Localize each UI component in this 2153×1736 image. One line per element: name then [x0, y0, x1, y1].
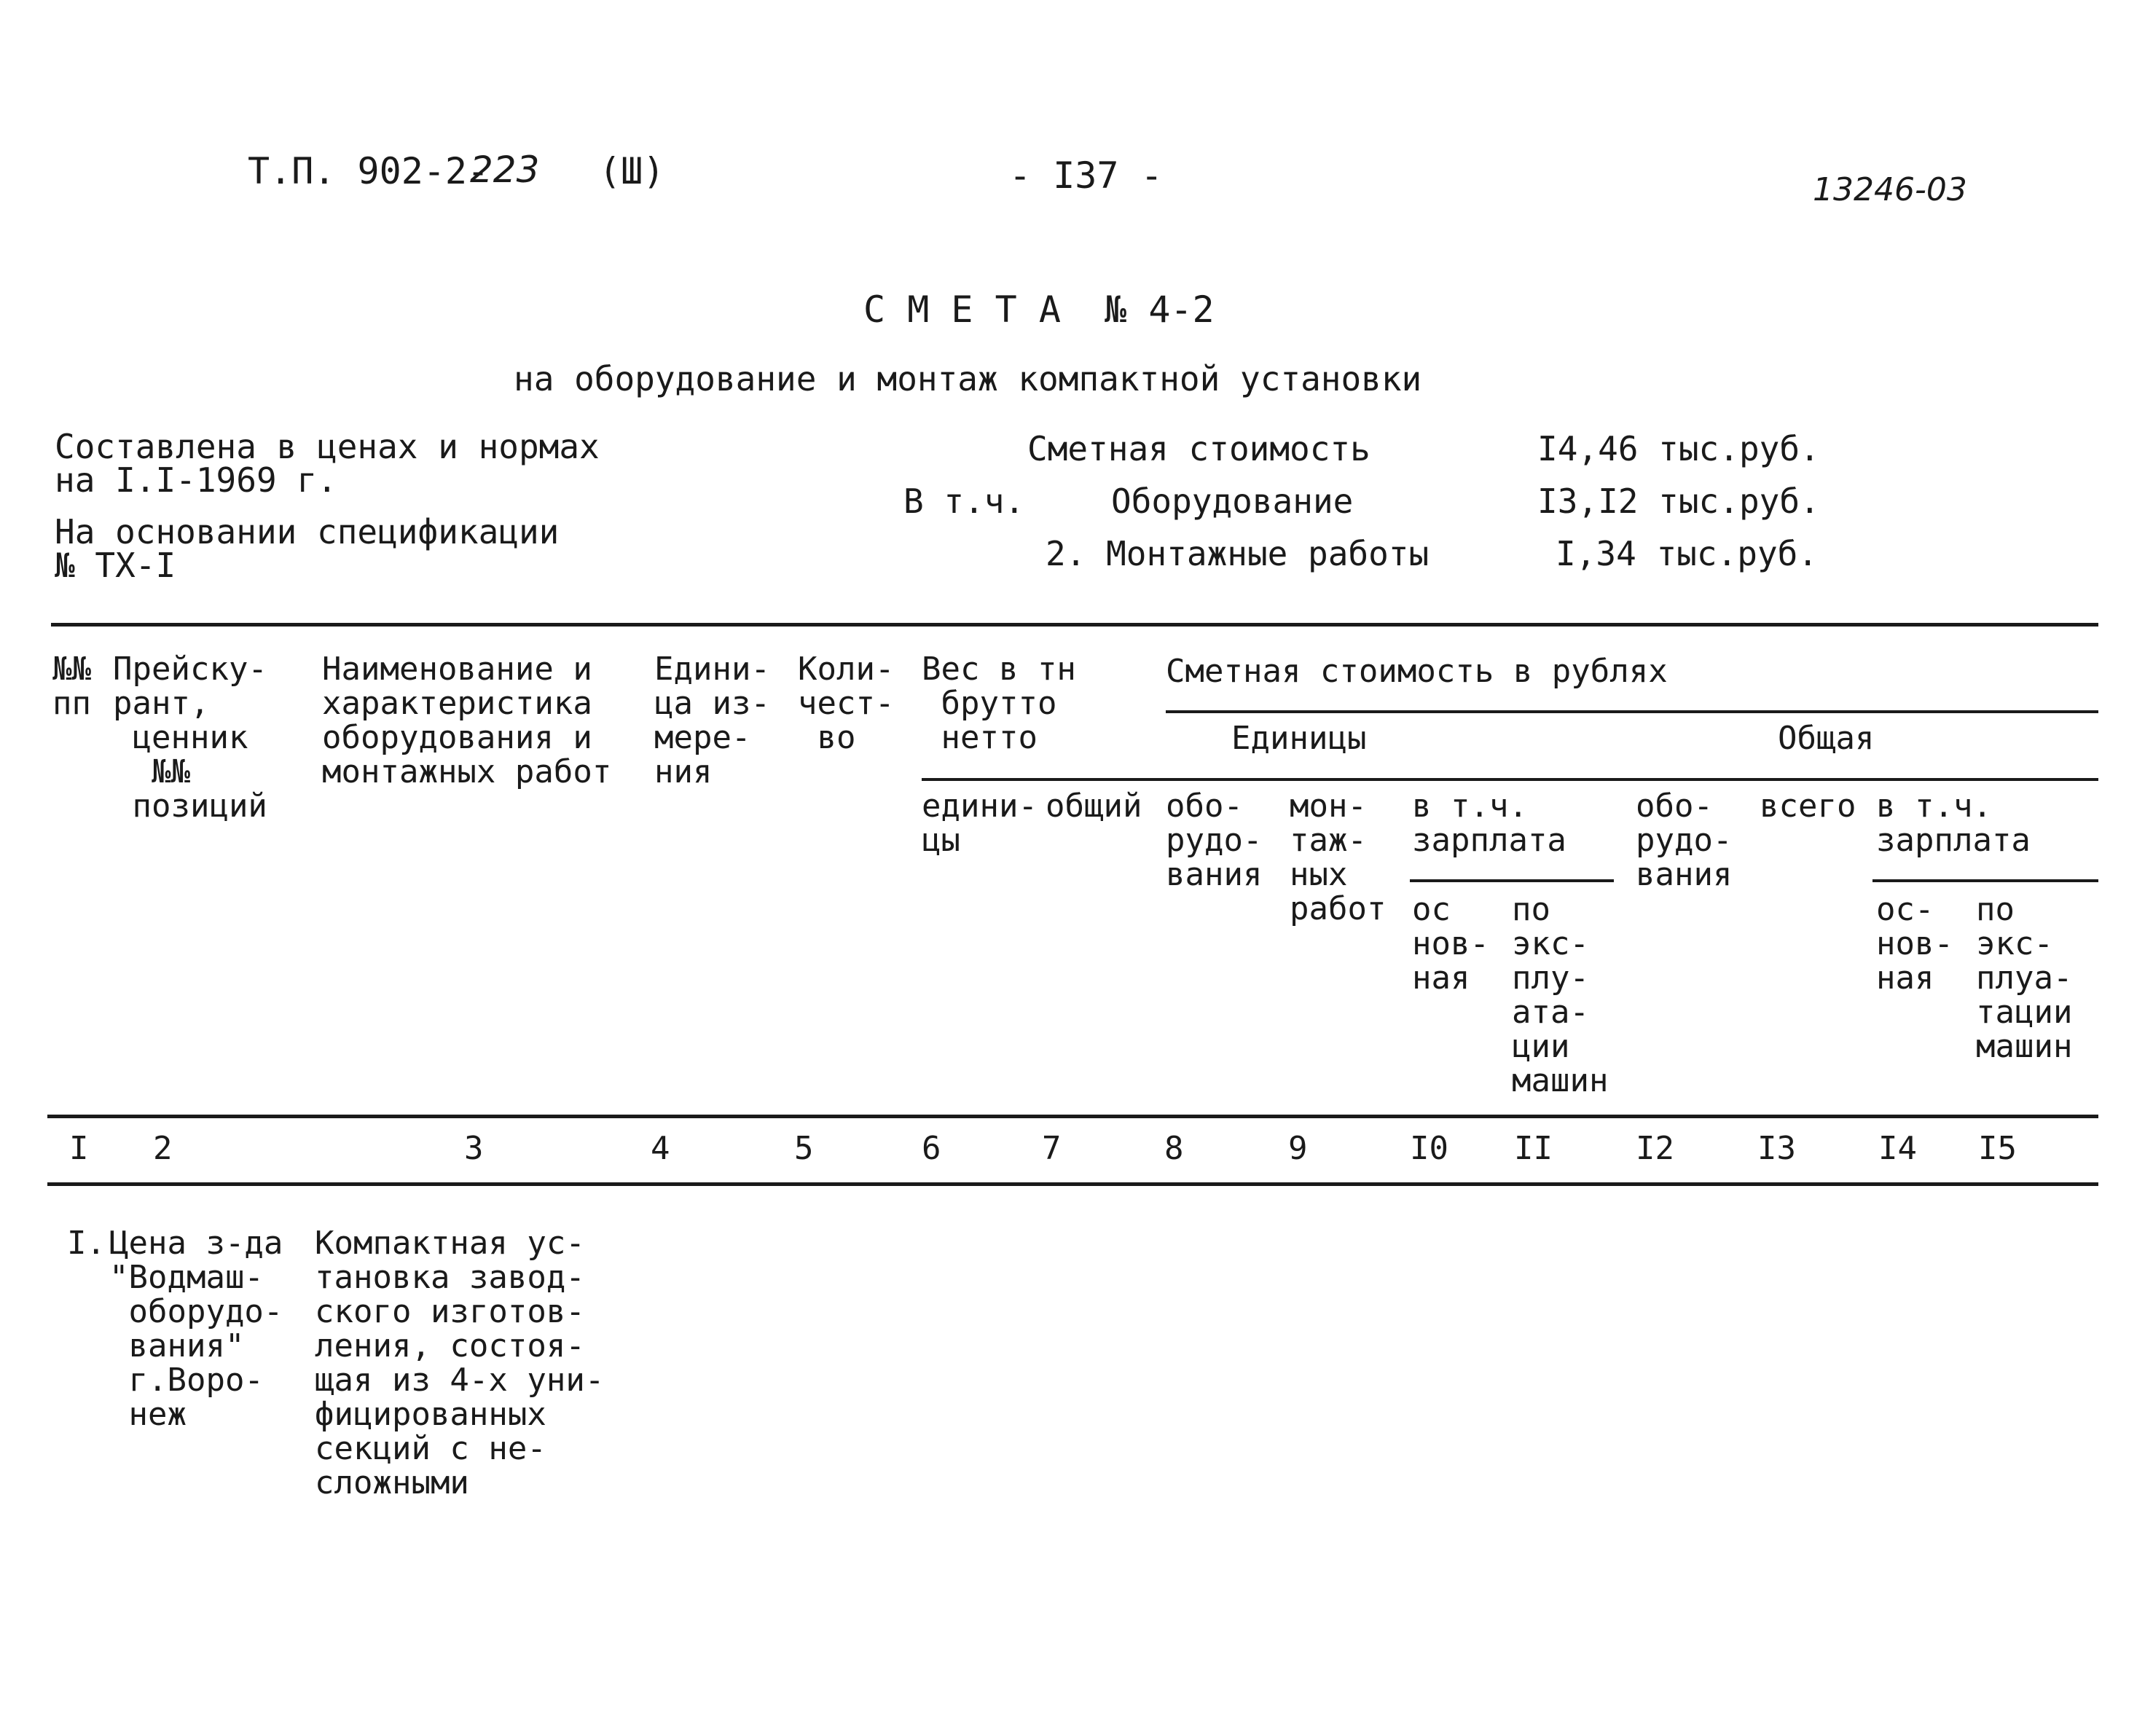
column-number: 7: [1042, 1130, 1062, 1167]
header-unit-of-measure: Едини- ца из- мере- ния: [654, 651, 770, 790]
unit-wage-rule: [1410, 879, 1614, 882]
header-total-all: всего: [1760, 788, 1856, 825]
subheader-rule: [922, 778, 2098, 781]
column-number: 4: [651, 1130, 670, 1167]
including-label: В т.ч.: [903, 482, 1025, 521]
header-description: Наименование и характеристика оборудования и монтажных работ: [322, 651, 612, 790]
header-unit-wage: в т.ч. зарплата: [1412, 788, 1566, 859]
header-unit-wage-main: ос нов- ная: [1412, 891, 1489, 997]
column-number: 2: [153, 1130, 173, 1167]
column-number: II: [1514, 1130, 1553, 1167]
header-weight: Вес в тн брутто нетто: [922, 651, 1076, 756]
column-number: 5: [794, 1130, 814, 1167]
column-number: I: [69, 1130, 89, 1167]
header-weight-unit: едини- цы: [922, 788, 1038, 859]
doc-prefix: Т.П. 902-2-: [248, 150, 490, 192]
column-number: I5: [1978, 1130, 2017, 1167]
document-title: С М Е Т А № 4-2: [863, 288, 1215, 331]
header-total-wage-main: ос- нов- ная: [1876, 891, 1953, 997]
row-number: I.: [67, 1225, 106, 1262]
header-total-wage: в т.ч. зарплата: [1876, 788, 2031, 859]
header-row-number: №№ пп: [52, 651, 91, 722]
row-pricelist: Цена з-да "Водмаш- оборудо- вания" г.Воро- неж: [109, 1225, 283, 1433]
header-total-wage-machines: по экс- плуа- тации машин: [1976, 891, 2073, 1065]
prices-basis: Составлена в ценах и нормах на I.I-1969 г.: [55, 427, 600, 500]
doc-suffix: (Ш): [599, 150, 665, 192]
installation-value: I,34 тыс.руб.: [1556, 534, 1819, 573]
table-top-rule: [51, 623, 2098, 627]
header-pricelist: Прейску- рант, ценник №№ позиций: [113, 651, 267, 825]
column-number: I4: [1878, 1130, 1917, 1167]
header-unit-equipment: обо- рудо- вания: [1166, 788, 1263, 893]
header-weight-total: общий: [1046, 788, 1142, 825]
column-number: 6: [922, 1130, 941, 1167]
header-unit-wage-machines: по экс- плу- ата- ции машин: [1512, 891, 1609, 1099]
equipment-value: I3,I2 тыс.руб.: [1537, 482, 1820, 521]
doc-number: 223: [470, 149, 540, 191]
column-number: I3: [1757, 1130, 1796, 1167]
page-number: - I37 -: [1009, 154, 1163, 197]
equipment-label: Оборудование: [1111, 482, 1354, 521]
column-numbers-rule: [47, 1182, 2098, 1186]
column-number: 9: [1288, 1130, 1308, 1167]
column-number: 8: [1164, 1130, 1184, 1167]
header-bottom-rule: [47, 1115, 2098, 1118]
total-wage-rule: [1872, 879, 2098, 882]
column-number: 3: [464, 1130, 484, 1167]
installation-label: 2. Монтажные работы: [1046, 534, 1430, 573]
estimated-cost-label: Сметная стоимость: [1027, 429, 1370, 468]
header-unit-installation: мон- таж- ных работ: [1290, 788, 1387, 927]
header-quantity: Коли- чест- во: [798, 651, 895, 756]
header-unit-cost-group: Единицы: [1231, 720, 1367, 757]
header-estimated-cost: Сметная стоимость в рублях: [1166, 653, 1668, 690]
cost-header-rule: [1166, 710, 2098, 713]
row-description: Компактная ус- тановка завод- ского изготов- ления, состоя- щая из 4-х уни- фицированных секций с не- сложными: [315, 1225, 605, 1501]
specification-basis: На основании спецификации № ТХ-I: [55, 512, 560, 585]
column-number: I0: [1410, 1130, 1448, 1167]
archive-number: 13246-03: [1813, 171, 1967, 208]
header-total-cost-group: Общая: [1778, 720, 1875, 757]
document-subtitle: на оборудование и монтаж компактной установки: [514, 359, 1422, 398]
column-number: I2: [1636, 1130, 1674, 1167]
estimated-cost-value: I4,46 тыс.руб.: [1537, 429, 1820, 468]
header-total-equipment: обо- рудо- вания: [1636, 788, 1733, 893]
